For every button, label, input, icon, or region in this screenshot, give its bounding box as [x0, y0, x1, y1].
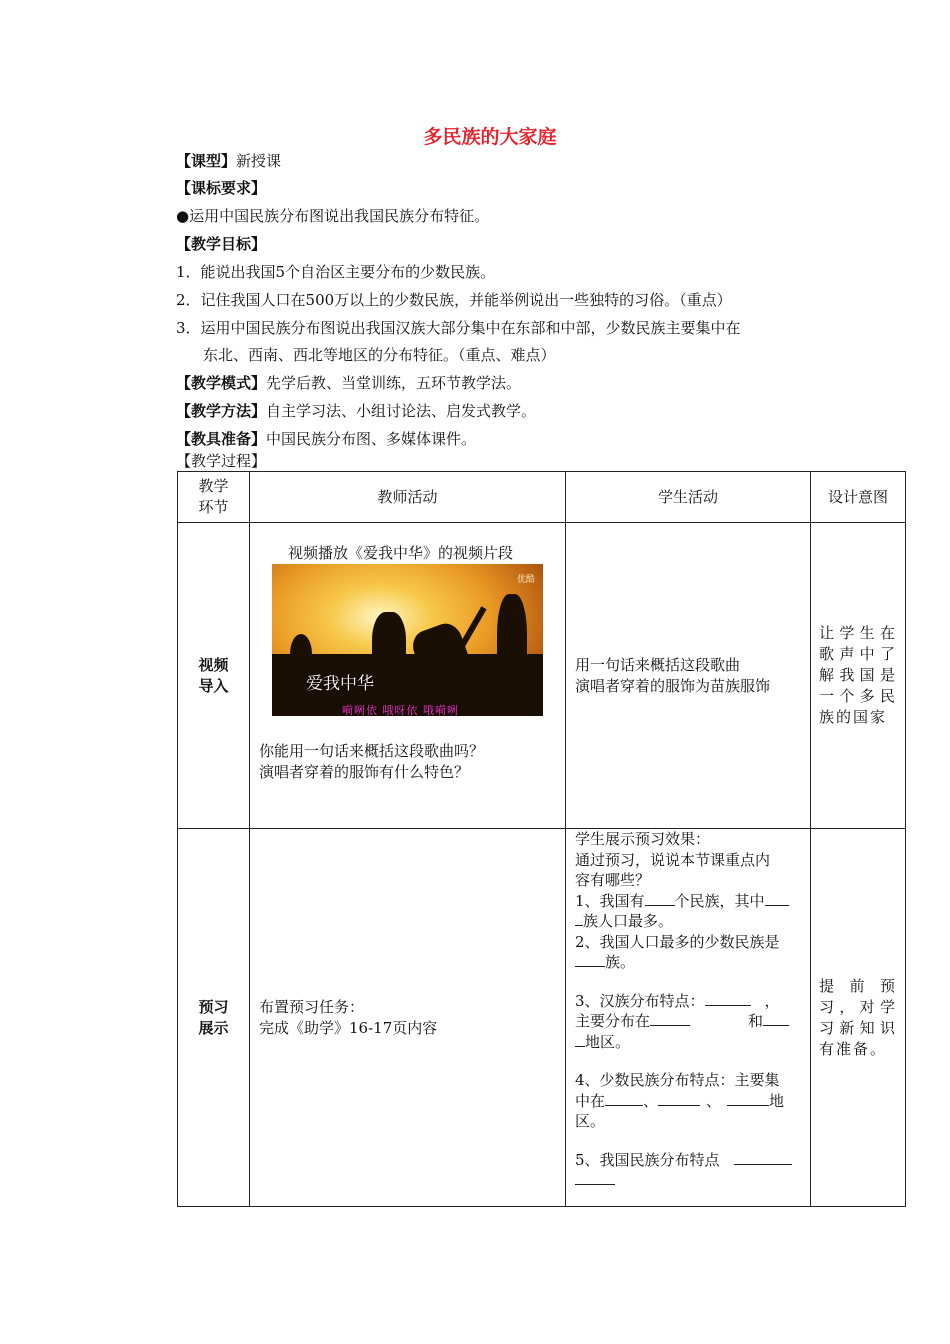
q3-text: 主要分布在 [575, 1012, 651, 1030]
spacer [575, 1052, 804, 1070]
fill-blank[interactable] [575, 952, 605, 967]
student-answer-1: 用一句话来概括这段歌曲 [575, 655, 741, 674]
stage-video-line1: 视频 [198, 655, 229, 674]
table-row-video-intro [178, 523, 906, 829]
fill-blank[interactable] [645, 891, 675, 906]
q3-text: 地区。 [585, 1032, 631, 1051]
student-line [575, 952, 804, 973]
fill-blank[interactable] [763, 1011, 789, 1026]
lesson-type-label: 【课型】 [176, 152, 237, 170]
q4-text: 地 [769, 1091, 785, 1110]
header-stage-line1: 教学 [198, 477, 229, 495]
standard-label: 【课标要求】 [176, 179, 267, 197]
student-line [575, 1170, 804, 1191]
q3-text: 和 [748, 1012, 764, 1030]
table-row-preview [178, 829, 906, 1207]
fill-blank[interactable] [705, 991, 751, 1006]
q5-text: 5、我国民族分布特点 [575, 1150, 720, 1169]
student-line [575, 1032, 804, 1053]
teaching-tools-value: 中国民族分布图、多媒体课件。 [266, 430, 477, 448]
student-activity-preview [566, 829, 811, 1207]
standard-item: ●运用中国民族分布图说出我国民族分布特征。 [176, 207, 490, 225]
goal-item-3-cont: 东北、西南、西北等地区的分布特征。（重点、难点） [203, 346, 556, 364]
student-line: 通过预习，说说本节课重点内 [575, 850, 771, 869]
silhouette-figure [497, 594, 527, 694]
video-caption: 视频播放《爱我中华》的视频片段 [287, 544, 513, 562]
student-line: 区。 [575, 1112, 606, 1130]
stage-video-intro [178, 523, 250, 829]
teaching-mode [176, 372, 521, 394]
teacher-task-1: 布置预习任务： [259, 997, 365, 1016]
goal-item-3: 3．运用中国民族分布图说出我国汉族大部分集中在东部和中部，少数民族主要集中在 [176, 319, 741, 337]
teaching-mode-value: 先学后教、当堂训练，五环节教学法。 [266, 374, 522, 392]
lesson-type-value: 新授课 [236, 152, 282, 170]
page-title: 多民族的大家庭 [423, 126, 557, 148]
teaching-tools [176, 428, 476, 450]
student-line [575, 911, 804, 932]
q2-text: 族。 [605, 953, 636, 971]
q1-text: 个民族，其中 [674, 891, 765, 910]
goal-item-1: 1．能说出我国5个自治区主要分布的少数民族。 [176, 263, 496, 281]
fill-blank[interactable] [727, 1091, 769, 1106]
teacher-activity-video [250, 523, 566, 829]
student-line [575, 1011, 804, 1032]
teaching-tools-label: 【教具准备】 [176, 430, 267, 448]
video-still[interactable] [272, 564, 543, 716]
student-line: 容有哪些？ [575, 871, 651, 889]
teacher-task-2: 完成《助学》16-17页内容 [259, 1018, 438, 1037]
teacher-question-2: 演唱者穿着的服饰有什么特色？ [259, 763, 470, 781]
fill-blank[interactable] [605, 1091, 643, 1106]
q4-text: 、 [643, 1091, 659, 1110]
student-answer-2: 演唱者穿着的服饰为苗族服饰 [575, 676, 771, 695]
table-header-row [178, 472, 906, 523]
student-activity-video [566, 523, 811, 829]
silhouette-figure [290, 634, 312, 674]
stage-preview-line1: 预习 [198, 997, 229, 1016]
fill-blank[interactable] [765, 891, 789, 906]
fill-blank[interactable] [575, 1170, 615, 1185]
fill-blank[interactable] [575, 1032, 585, 1047]
q1-text: 1、我国有 [575, 891, 645, 910]
header-stage [178, 472, 250, 523]
student-line [575, 991, 804, 1012]
video-title-overlay: 爱我中华 [306, 674, 374, 694]
fill-blank[interactable] [734, 1150, 792, 1165]
student-line [575, 1150, 804, 1171]
fill-blank[interactable] [650, 1011, 690, 1026]
spacer [575, 1132, 804, 1150]
q3-text: ， [764, 991, 780, 1010]
video-subtitle-overlay: 嗬咧依 哦呀依 哦嗬咧 [342, 704, 459, 716]
video-watermark: 优酷 [516, 575, 535, 585]
header-teacher: 教师活动 [250, 472, 566, 523]
header-stage-line2: 环节 [198, 498, 229, 516]
q1-text: 族人口最多。 [583, 912, 674, 930]
student-line [575, 1091, 804, 1112]
fill-blank[interactable] [575, 911, 583, 926]
teaching-process-table [177, 471, 906, 1207]
student-line: 2、我国人口最多的少数民族是 [575, 932, 780, 951]
q3-text: 3、汉族分布特点： [575, 991, 705, 1010]
teaching-method [176, 400, 536, 422]
q4-text: 、 [706, 1091, 722, 1110]
teacher-question-1: 你能用一句话来概括这段歌曲吗？ [259, 742, 485, 760]
silhouette-figure [372, 612, 406, 682]
teaching-method-label: 【教学方法】 [176, 402, 267, 420]
student-line [575, 891, 804, 912]
fill-blank[interactable] [658, 1091, 700, 1106]
student-line: 学生展示预习效果： [575, 830, 711, 848]
header-purpose: 设计意图 [811, 472, 906, 523]
header-student: 学生活动 [566, 472, 811, 523]
stage-video-line2: 导入 [198, 676, 229, 695]
video-frame[interactable] [272, 564, 543, 716]
process-label: 【教学过程】 [176, 452, 267, 470]
teaching-method-value: 自主学习法、小组讨论法、启发式教学。 [266, 402, 537, 420]
q4-text: 中在 [575, 1091, 606, 1110]
purpose-video: 让学生在歌声中了解我国是一个多民族的国家 [811, 523, 906, 829]
teaching-mode-label: 【教学模式】 [176, 374, 267, 392]
goal-item-2: 2．记住我国人口在500万以上的少数民族，并能举例说出一些独特的习俗。（重点） [176, 291, 732, 309]
purpose-preview: 提前预习，对学习新知识有准备。 [811, 829, 906, 1207]
goals-label: 【教学目标】 [176, 235, 267, 253]
spacer [575, 973, 804, 991]
stage-preview-line2: 展示 [198, 1018, 229, 1037]
teacher-activity-preview [250, 829, 566, 1207]
stage-preview [178, 829, 250, 1207]
lesson-type [176, 150, 281, 172]
student-line: 4、少数民族分布特点：主要集 [575, 1071, 780, 1089]
